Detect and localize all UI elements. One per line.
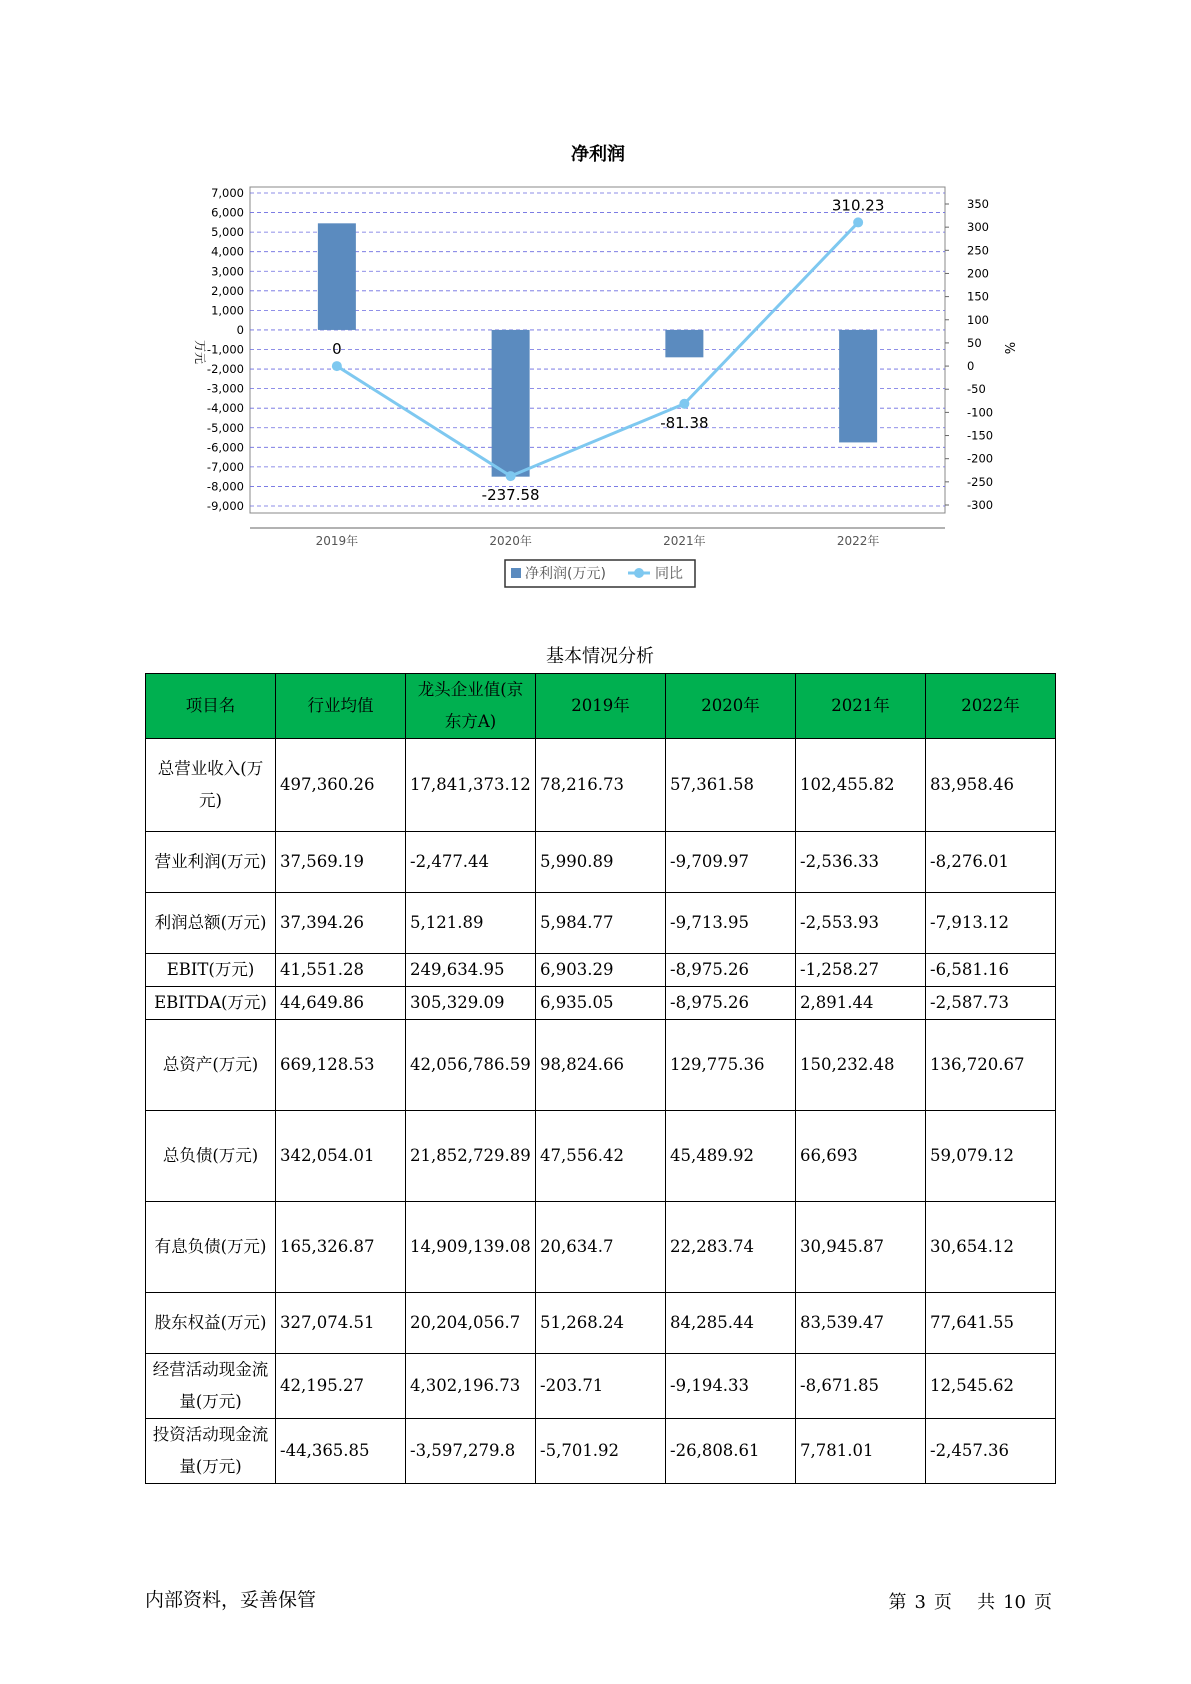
row-name-cell: 经营活动现金流量(万元) xyxy=(146,1354,276,1419)
table-row xyxy=(146,954,1056,987)
page-unit: 页 xyxy=(933,1592,952,1613)
row-name-cell: 总营业收入(万元) xyxy=(146,739,276,832)
table-cell: 45,489.92 xyxy=(666,1111,796,1202)
table-cell: 30,654.12 xyxy=(926,1202,1056,1293)
table-row xyxy=(146,1202,1056,1293)
net-profit-bar xyxy=(318,223,356,330)
y-right-tick-label: -300 xyxy=(967,498,994,512)
table-cell: 59,079.12 xyxy=(926,1111,1056,1202)
table-cell: -26,808.61 xyxy=(666,1419,796,1484)
table-cell: 497,360.26 xyxy=(276,739,406,832)
y-left-tick-label: 6,000 xyxy=(211,205,244,220)
table-cell: 2,891.44 xyxy=(796,987,926,1020)
yoy-data-label: 0 xyxy=(332,340,342,359)
table-cell: 165,326.87 xyxy=(276,1202,406,1293)
row-name-cell: 总负债(万元) xyxy=(146,1111,276,1202)
row-name-cell: 股东权益(万元) xyxy=(146,1293,276,1354)
table-cell: 4,302,196.73 xyxy=(406,1354,536,1419)
table-cell: 98,824.66 xyxy=(536,1020,666,1111)
table-cell: 20,634.7 xyxy=(536,1202,666,1293)
page-total: 10 xyxy=(1003,1592,1026,1613)
y-right-tick-label: -150 xyxy=(967,428,994,443)
y-left-tick-label: 7,000 xyxy=(211,186,244,200)
table-cell: 42,195.27 xyxy=(276,1354,406,1419)
row-name-cell: 营业利润(万元) xyxy=(146,832,276,893)
table-header-cell: 2019年 xyxy=(536,674,666,739)
table-cell: 6,903.29 xyxy=(536,954,666,987)
y-right-tick-label: 300 xyxy=(967,220,989,235)
table-cell: 57,361.58 xyxy=(666,739,796,832)
y-right-tick-label: -200 xyxy=(967,451,994,466)
table-cell: 5,990.89 xyxy=(536,832,666,893)
y-left-tick-label: 1,000 xyxy=(211,303,244,318)
y-left-tick-label: -3,000 xyxy=(206,381,244,396)
table-cell: 47,556.42 xyxy=(536,1111,666,1202)
yoy-line xyxy=(337,222,858,476)
yoy-data-label: -237.58 xyxy=(481,486,540,505)
table-row xyxy=(146,1419,1056,1484)
table-cell: -8,671.85 xyxy=(796,1354,926,1419)
y-right-tick-label: 50 xyxy=(967,335,982,350)
table-cell: 17,841,373.12 xyxy=(406,739,536,832)
row-name-cell: 投资活动现金流量(万元) xyxy=(146,1419,276,1484)
net-profit-bar xyxy=(492,330,530,477)
table-cell: -2,587.73 xyxy=(926,987,1056,1020)
table-cell: -1,258.27 xyxy=(796,954,926,987)
table-cell: -8,276.01 xyxy=(926,832,1056,893)
total-prefix: 共 xyxy=(977,1592,996,1613)
x-tick-label: 2022年 xyxy=(836,534,880,548)
table-cell: 44,649.86 xyxy=(276,987,406,1020)
y-right-tick-label: -50 xyxy=(967,382,986,397)
table-cell: 305,329.09 xyxy=(406,987,536,1020)
table-cell: -8,975.26 xyxy=(666,954,796,987)
y-left-tick-label: -4,000 xyxy=(206,401,244,416)
table-cell: 30,945.87 xyxy=(796,1202,926,1293)
legend-line-marker xyxy=(634,568,644,578)
yoy-point xyxy=(679,399,689,409)
table-header-cell: 2020年 xyxy=(666,674,796,739)
y-left-tick-label: -2,000 xyxy=(206,362,244,377)
y-right-tick-label: -100 xyxy=(967,405,994,420)
table-header-cell: 项目名 xyxy=(146,674,276,739)
table-row xyxy=(146,739,1056,832)
table-cell: 342,054.01 xyxy=(276,1111,406,1202)
table-header-cell: 2022年 xyxy=(926,674,1056,739)
y-right-tick-label: 200 xyxy=(967,266,989,281)
y-left-tick-label: -1,000 xyxy=(206,342,244,357)
table-cell: 669,128.53 xyxy=(276,1020,406,1111)
table-cell: -9,713.95 xyxy=(666,893,796,954)
table-row xyxy=(146,1293,1056,1354)
table-cell: 129,775.36 xyxy=(666,1020,796,1111)
table-cell: -5,701.92 xyxy=(536,1419,666,1484)
table-row xyxy=(146,893,1056,954)
y-left-tick-label: 4,000 xyxy=(211,244,244,259)
y-right-tick-label: 250 xyxy=(967,243,989,258)
table-cell: 83,539.47 xyxy=(796,1293,926,1354)
table-body xyxy=(146,739,1056,1484)
y-right-tick-label: 350 xyxy=(967,197,989,211)
table-cell: 21,852,729.89 xyxy=(406,1111,536,1202)
table-cell: 83,958.46 xyxy=(926,739,1056,832)
net-profit-bar xyxy=(665,330,703,357)
y-right-tick-label: 100 xyxy=(967,312,989,327)
total-unit: 页 xyxy=(1034,1592,1052,1613)
table-cell: -3,597,279.8 xyxy=(406,1419,536,1484)
table-cell: 84,285.44 xyxy=(666,1293,796,1354)
table-cell: 22,283.74 xyxy=(666,1202,796,1293)
page-current: 3 xyxy=(914,1592,926,1613)
table-cell: -2,536.33 xyxy=(796,832,926,893)
y-left-tick-label: -9,000 xyxy=(206,499,244,513)
table-row xyxy=(146,987,1056,1020)
table-cell: 14,909,139.08 xyxy=(406,1202,536,1293)
table-cell: 102,455.82 xyxy=(796,739,926,832)
table-header-row xyxy=(146,674,1056,739)
table-cell: 77,641.55 xyxy=(926,1293,1056,1354)
table-cell: 12,545.62 xyxy=(926,1354,1056,1419)
y-left-tick-label: 5,000 xyxy=(211,225,244,240)
row-name-cell: 有息负债(万元) xyxy=(146,1202,276,1293)
row-name-cell: 利润总额(万元) xyxy=(146,893,276,954)
table-cell: -44,365.85 xyxy=(276,1419,406,1484)
table-cell: 78,216.73 xyxy=(536,739,666,832)
table-cell: 150,232.48 xyxy=(796,1020,926,1111)
net-profit-bar xyxy=(839,330,877,442)
y-right-axis-label: % xyxy=(1001,341,1016,355)
table-cell: 327,074.51 xyxy=(276,1293,406,1354)
basic-analysis-table xyxy=(145,673,1056,1484)
table-cell: -2,477.44 xyxy=(406,832,536,893)
row-name-cell: EBITDA(万元) xyxy=(146,987,276,1020)
x-tick-label: 2019年 xyxy=(315,534,359,548)
table-cell: -2,553.93 xyxy=(796,893,926,954)
x-tick-label: 2020年 xyxy=(489,534,532,548)
yoy-point xyxy=(332,361,342,371)
y-left-tick-label: -8,000 xyxy=(206,479,244,494)
y-left-axis-label: 万元 xyxy=(193,339,207,365)
row-name-cell: EBIT(万元) xyxy=(146,954,276,987)
table-row xyxy=(146,1354,1056,1419)
legend-bar-swatch xyxy=(511,568,521,578)
table-cell: -8,975.26 xyxy=(666,987,796,1020)
legend-line-label: 同比 xyxy=(655,566,683,582)
table-cell: -7,913.12 xyxy=(926,893,1056,954)
table-header-cell: 行业均值 xyxy=(276,674,406,739)
table-cell: 42,056,786.59 xyxy=(406,1020,536,1111)
y-left-tick-label: 3,000 xyxy=(211,264,244,279)
y-right-tick-label: -250 xyxy=(967,474,994,489)
y-left-tick-label: 2,000 xyxy=(211,283,244,298)
confidential-note: 内部资料，妥善保管 xyxy=(145,1589,317,1611)
yoy-point xyxy=(853,217,863,227)
legend-bar-label: 净利润(万元) xyxy=(525,566,606,582)
table-cell: 6,935.05 xyxy=(536,987,666,1020)
y-right-tick-label: 0 xyxy=(967,359,975,374)
chart-title: 净利润 xyxy=(571,144,625,165)
yoy-point xyxy=(506,471,516,481)
table-cell: -203.71 xyxy=(536,1354,666,1419)
y-left-tick-label: 0 xyxy=(236,322,244,337)
table-row xyxy=(146,1020,1056,1111)
table-row xyxy=(146,1111,1056,1202)
table-cell: 249,634.95 xyxy=(406,954,536,987)
table-header-cell: 龙头企业值(京东方A) xyxy=(406,674,536,739)
row-name-cell: 总资产(万元) xyxy=(146,1020,276,1111)
table-cell: 66,693 xyxy=(796,1111,926,1202)
table-cell: 37,394.26 xyxy=(276,893,406,954)
x-tick-label: 2021年 xyxy=(663,534,706,548)
net-profit-chart xyxy=(0,0,1191,600)
table-header-cell: 2021年 xyxy=(796,674,926,739)
table-cell: -9,194.33 xyxy=(666,1354,796,1419)
y-left-tick-label: -7,000 xyxy=(206,459,244,474)
page-prefix: 第 xyxy=(888,1592,907,1613)
yoy-data-label: -81.38 xyxy=(660,413,709,432)
y-right-tick-label: 150 xyxy=(967,289,989,304)
y-left-tick-label: -6,000 xyxy=(206,440,244,455)
table-cell: 51,268.24 xyxy=(536,1293,666,1354)
table-caption: 基本情况分析 xyxy=(546,646,654,667)
table-cell: 136,720.67 xyxy=(926,1020,1056,1111)
table-cell: 37,569.19 xyxy=(276,832,406,893)
table-cell: 41,551.28 xyxy=(276,954,406,987)
table-cell: 7,781.01 xyxy=(796,1419,926,1484)
table-cell: 5,984.77 xyxy=(536,893,666,954)
table-cell: 20,204,056.7 xyxy=(406,1293,536,1354)
table-row xyxy=(146,832,1056,893)
yoy-data-label: 310.23 xyxy=(831,196,885,215)
y-left-tick-label: -5,000 xyxy=(206,420,244,435)
table-cell: -6,581.16 xyxy=(926,954,1056,987)
page-number xyxy=(884,1588,1056,1614)
table-cell: 5,121.89 xyxy=(406,893,536,954)
table-cell: -9,709.97 xyxy=(666,832,796,893)
table-cell: -2,457.36 xyxy=(926,1419,1056,1484)
